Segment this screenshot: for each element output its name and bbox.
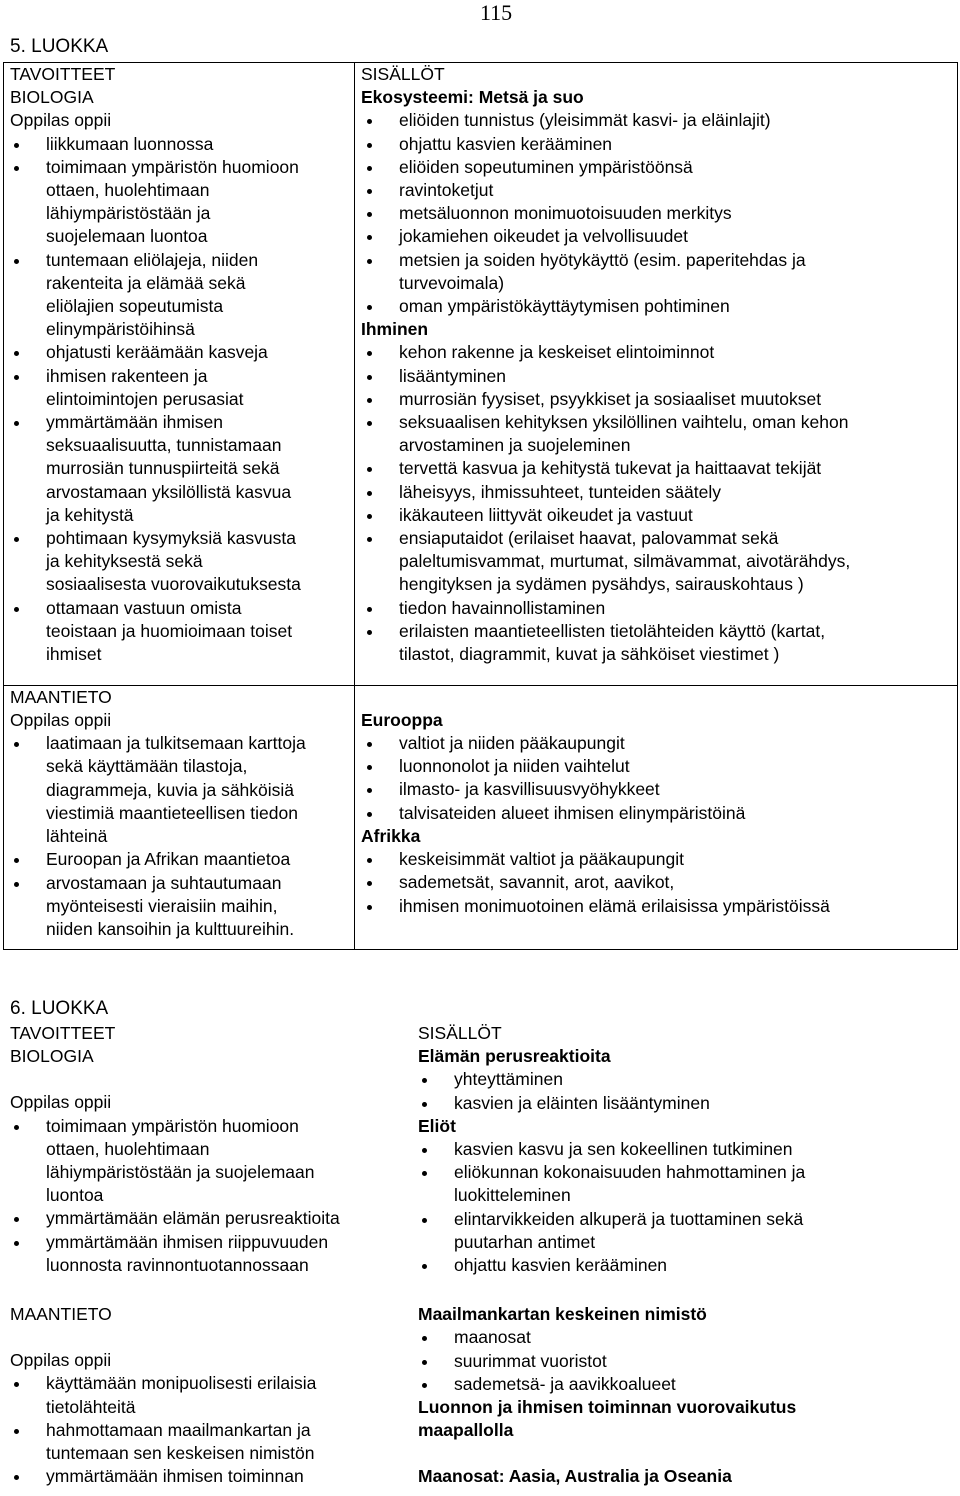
ecosystem-heading: Ekosysteemi: Metsä ja suo: [361, 87, 584, 108]
list-item: [10, 133, 354, 156]
grade5-goals-column: [4, 63, 355, 686]
list-item-line: puutarhan antimet: [454, 1231, 596, 1252]
list-item-line: käyttämään monipuolisesti erilaisia: [46, 1373, 317, 1394]
human-heading: Ihminen: [361, 319, 429, 340]
list-item-line: kasvien kasvu ja sen kokeellinen tutkiminen: [454, 1139, 793, 1160]
list-item: [361, 225, 957, 248]
list-item: [418, 1161, 958, 1207]
list-item-line: murrosiän fyysiset, psyykkiset ja sosiaaliset muutokset: [399, 388, 822, 409]
list-item-line: ohjatusti keräämään kasveja: [46, 342, 268, 363]
list-item-line: lähiympäristöstään ja suojelemaan: [46, 1162, 315, 1183]
list-item: [361, 133, 957, 156]
list-item-line: eliökunnan kokonaisuuden hahmottaminen ja: [454, 1162, 806, 1183]
list-item: [10, 365, 354, 411]
list-item-line: ymmärtämään ihmisen toiminnan: [46, 1466, 304, 1487]
list-item-line: lisääntyminen: [399, 365, 506, 386]
list-item-line: ravintoketjut: [399, 180, 494, 201]
list-item-line: ihmiset: [46, 644, 102, 665]
list-item: [10, 1419, 410, 1465]
list-item-line: ottaen, huolehtimaan: [46, 180, 210, 201]
list-item: [361, 597, 957, 620]
africa-list: [361, 848, 957, 918]
reactions-list: [418, 1068, 958, 1114]
list-item-line: turvevoimala): [399, 272, 505, 293]
list-item-line: keskeisimmät valtiot ja pääkaupungit: [399, 849, 685, 870]
worldmap-list: [418, 1326, 958, 1396]
list-item: [418, 1326, 958, 1349]
list-item-line: ottaen, huolehtimaan: [46, 1138, 210, 1159]
biology6-intro: Oppilas oppii: [10, 1092, 112, 1113]
list-item: [361, 249, 957, 295]
goals6-header: TAVOITTEET: [10, 1023, 116, 1043]
list-item-line: seksuaalisen kehityksen yksilöllinen vaihtelu, oman kehon: [399, 412, 849, 433]
list-item-line: kasvien ja eläinten lisääntyminen: [454, 1092, 710, 1113]
ecosystem-list: [361, 109, 957, 318]
geography-heading: MAANTIETO: [10, 686, 112, 707]
list-item: [361, 848, 957, 871]
list-item-line: valtiot ja niiden pääkaupungit: [399, 733, 625, 754]
europe-list: [361, 732, 957, 825]
list-item-line: tuntemaan sen keskeisen nimistön: [46, 1443, 315, 1464]
list-item-line: lähteinä: [46, 826, 108, 847]
list-item: [10, 872, 354, 942]
list-item-line: arvostamaan ja suhtautumaan: [46, 872, 282, 893]
list-item: [361, 365, 957, 388]
list-item-line: hengityksen ja sydämen pysähdys, sairauskohtaus ): [399, 574, 804, 595]
list-item-line: jokamiehen oikeudet ja velvollisuudet: [399, 226, 688, 247]
list-item-line: eliölajien sopeutumista: [46, 296, 224, 317]
list-item: [361, 895, 957, 918]
list-item-line: toimimaan ympäristön huomioon: [46, 1115, 299, 1136]
list-item-line: suojelemaan luontoa: [46, 226, 208, 247]
list-item: [361, 778, 957, 801]
list-item-line: ymmärtämään ihmisen: [46, 412, 223, 433]
grade5-title: 5. LUOKKA: [10, 36, 109, 57]
list-item-line: lähiympäristöstään ja: [46, 203, 211, 224]
list-item: [10, 1465, 410, 1488]
reactions-heading: Elämän perusreaktioita: [418, 1046, 611, 1067]
list-item-line: metsäluonnon monimuotoisuuden merkitys: [399, 203, 732, 224]
continents-heading: Maanosat: Aasia, Australia ja Oseania: [418, 1466, 732, 1487]
list-item: [418, 1350, 958, 1373]
list-item: [361, 341, 957, 364]
list-item-line: ensiaputaidot (erilaiset haavat, palovammat sekä: [399, 528, 779, 549]
list-item: [361, 295, 957, 318]
list-item-line: ja kehityksestä sekä: [46, 551, 203, 572]
organisms-heading: Eliöt: [418, 1115, 456, 1136]
list-item-line: maanosat: [454, 1327, 531, 1348]
list-item: [361, 527, 957, 597]
grade6-contents-column: [418, 1022, 958, 1489]
interaction-heading-line2: maapallolla: [418, 1420, 514, 1441]
list-item-line: tervettä kasvua ja kehitystä tukevat ja haittaavat tekijät: [399, 458, 822, 479]
list-item-line: toimimaan ympäristön huomioon: [46, 156, 299, 177]
list-item-line: niiden kansoihin ja kulttuureihin.: [46, 918, 295, 939]
list-item: [361, 802, 957, 825]
list-item-line: luonnonolot ja niiden vaihtelut: [399, 756, 630, 777]
list-item-line: rakenteita ja elämää sekä: [46, 272, 246, 293]
list-item: [10, 156, 354, 249]
list-item-line: ohjattu kasvien kerääminen: [454, 1255, 668, 1276]
grade5-contents-column: [355, 63, 958, 686]
list-item-line: viestimiä maantieteellisen tiedon: [46, 802, 298, 823]
list-item-line: sademetsät, savannit, arot, aavikot,: [399, 872, 675, 893]
list-item: [361, 871, 957, 894]
list-item: [418, 1092, 958, 1115]
biology6-heading: BIOLOGIA: [10, 1046, 94, 1067]
list-item-line: ihmisen monimuotoinen elämä erilaisissa ympäristöissä: [399, 895, 830, 916]
list-item-line: eliöiden sopeutuminen ympäristöönsä: [399, 156, 693, 177]
list-item: [361, 179, 957, 202]
geography6-goals-list: [10, 1372, 410, 1488]
list-item-line: laatimaan ja tulkitsemaan karttoja: [46, 733, 306, 754]
list-item-line: ilmasto- ja kasvillisuusvyöhykkeet: [399, 779, 660, 800]
human-list: [361, 341, 957, 666]
list-item: [10, 341, 354, 364]
worldmap-heading: Maailmankartan keskeinen nimistö: [418, 1304, 707, 1325]
list-item: [361, 109, 957, 132]
list-item-line: luonnosta ravinnontuotannossaan: [46, 1254, 309, 1275]
list-item: [10, 527, 354, 597]
list-item: [10, 848, 354, 871]
list-item: [10, 411, 354, 527]
list-item-line: luontoa: [46, 1185, 104, 1206]
biology-intro: Oppilas oppii: [10, 110, 112, 131]
list-item-line: sekä käyttämään tilastoja,: [46, 756, 248, 777]
list-item-line: ihmisen rakenteen ja: [46, 365, 208, 386]
list-item-line: hahmottamaan maailmankartan ja: [46, 1419, 311, 1440]
list-item-line: erilaisten maantieteellisten tietolähteiden käyttö (kartat,: [399, 620, 826, 641]
grade6-goals-column: [10, 1022, 410, 1488]
list-item-line: yhteyttäminen: [454, 1069, 563, 1090]
list-item: [10, 1231, 410, 1277]
list-item-line: teoistaan ja huomioimaan toiset: [46, 620, 293, 641]
list-item-line: arvostaminen ja suojeleminen: [399, 435, 631, 456]
list-item-line: pohtimaan kysymyksiä kasvusta: [46, 528, 296, 549]
list-item-line: tiedon havainnollistaminen: [399, 597, 606, 618]
geography-intro: Oppilas oppii: [10, 710, 112, 731]
list-item-line: tilastot, diagrammit, kuvat ja sähköiset viestimet ): [399, 644, 780, 665]
list-item-line: ottamaan vastuun omista: [46, 597, 242, 618]
list-item-line: elinympäristöihinsä: [46, 319, 195, 340]
geography6-intro: Oppilas oppii: [10, 1350, 112, 1371]
biology-goals-list: [10, 133, 354, 667]
list-item: [361, 504, 957, 527]
list-item-line: myönteisesti vieraisiin maihin,: [46, 895, 278, 916]
list-item-line: ymmärtämään elämän perusreaktioita: [46, 1208, 340, 1229]
list-item: [418, 1068, 958, 1091]
list-item: [10, 1372, 410, 1418]
organisms-list: [418, 1138, 958, 1277]
list-item: [418, 1254, 958, 1277]
list-item-line: sademetsä- ja aavikkoalueet: [454, 1373, 676, 1394]
grade5-geography-goals: [4, 685, 355, 949]
list-item: [361, 411, 957, 457]
list-item-line: paleltumisvammat, murtumat, silmävammat, aivotärähdys,: [399, 551, 851, 572]
list-item-line: elintoimintojen perusasiat: [46, 388, 244, 409]
list-item: [418, 1208, 958, 1254]
list-item: [361, 156, 957, 179]
list-item-line: tuntemaan eliölajeja, niiden: [46, 249, 259, 270]
list-item-line: murrosiän tunnuspiirteitä sekä: [46, 458, 280, 479]
list-item-line: sosiaalisesta vuorovaikutuksesta: [46, 574, 301, 595]
list-item-line: ikäkauteen liittyvät oikeudet ja vastuut: [399, 504, 693, 525]
list-item-line: seksuaalisuutta, tunnistamaan: [46, 435, 282, 456]
contents-header: SISÄLLÖT: [361, 64, 445, 84]
list-item-line: tietolähteitä: [46, 1396, 136, 1417]
list-item: [10, 732, 354, 848]
grade5-table: [3, 62, 958, 950]
list-item-line: Euroopan ja Afrikan maantietoa: [46, 849, 291, 870]
list-item: [418, 1373, 958, 1396]
list-item-line: oman ympäristökäyttäytymisen pohtiminen: [399, 296, 730, 317]
contents6-header: SISÄLLÖT: [418, 1023, 502, 1043]
list-item-line: diagrammeja, kuvia ja sähköisiä: [46, 779, 295, 800]
list-item-line: elintarvikkeiden alkuperä ja tuottaminen sekä: [454, 1208, 804, 1229]
list-item-line: liikkumaan luonnossa: [46, 133, 214, 154]
list-item: [361, 202, 957, 225]
list-item: [10, 1207, 410, 1230]
list-item-line: talvisateiden alueet ihmisen elinympäristöinä: [399, 802, 746, 823]
grade6-title: 6. LUOKKA: [10, 998, 109, 1019]
list-item: [10, 597, 354, 667]
list-item: [10, 249, 354, 342]
europe-heading: Eurooppa: [361, 709, 443, 730]
list-item-line: eliöiden tunnistus (yleisimmät kasvi- ja eläinlajit): [399, 110, 771, 131]
list-item: [418, 1138, 958, 1161]
list-item-line: metsien ja soiden hyötykäyttö (esim. paperitehdas ja: [399, 249, 806, 270]
list-item: [361, 620, 957, 666]
list-item-line: ohjattu kasvien kerääminen: [399, 133, 613, 154]
list-item-line: luokitteleminen: [454, 1185, 571, 1206]
list-item-line: ja kehitystä: [46, 504, 134, 525]
list-item-line: läheisyys, ihmissuhteet, tunteiden säätely: [399, 481, 721, 502]
africa-heading: Afrikka: [361, 825, 421, 846]
biology-heading: BIOLOGIA: [10, 87, 94, 108]
list-item-line: suurimmat vuoristot: [454, 1350, 607, 1371]
list-item-line: ymmärtämään ihmisen riippuvuuden: [46, 1231, 329, 1252]
grade5-geography-contents: [355, 685, 958, 949]
list-item: [361, 457, 957, 480]
list-item: [361, 755, 957, 778]
list-item-line: kehon rakenne ja keskeiset elintoiminnot: [399, 342, 715, 363]
geography-goals-list: [10, 732, 354, 941]
list-item: [10, 1115, 410, 1208]
page-number: 115: [480, 0, 513, 25]
list-item: [361, 481, 957, 504]
interaction-heading-line1: Luonnon ja ihmisen toiminnan vuorovaikutus: [418, 1397, 797, 1418]
list-item: [361, 732, 957, 755]
list-item: [361, 388, 957, 411]
biology6-goals-list: [10, 1115, 410, 1277]
list-item-line: arvostamaan yksilöllistä kasvua: [46, 481, 292, 502]
geography6-heading: MAANTIETO: [10, 1304, 112, 1325]
goals-header: TAVOITTEET: [10, 64, 116, 84]
